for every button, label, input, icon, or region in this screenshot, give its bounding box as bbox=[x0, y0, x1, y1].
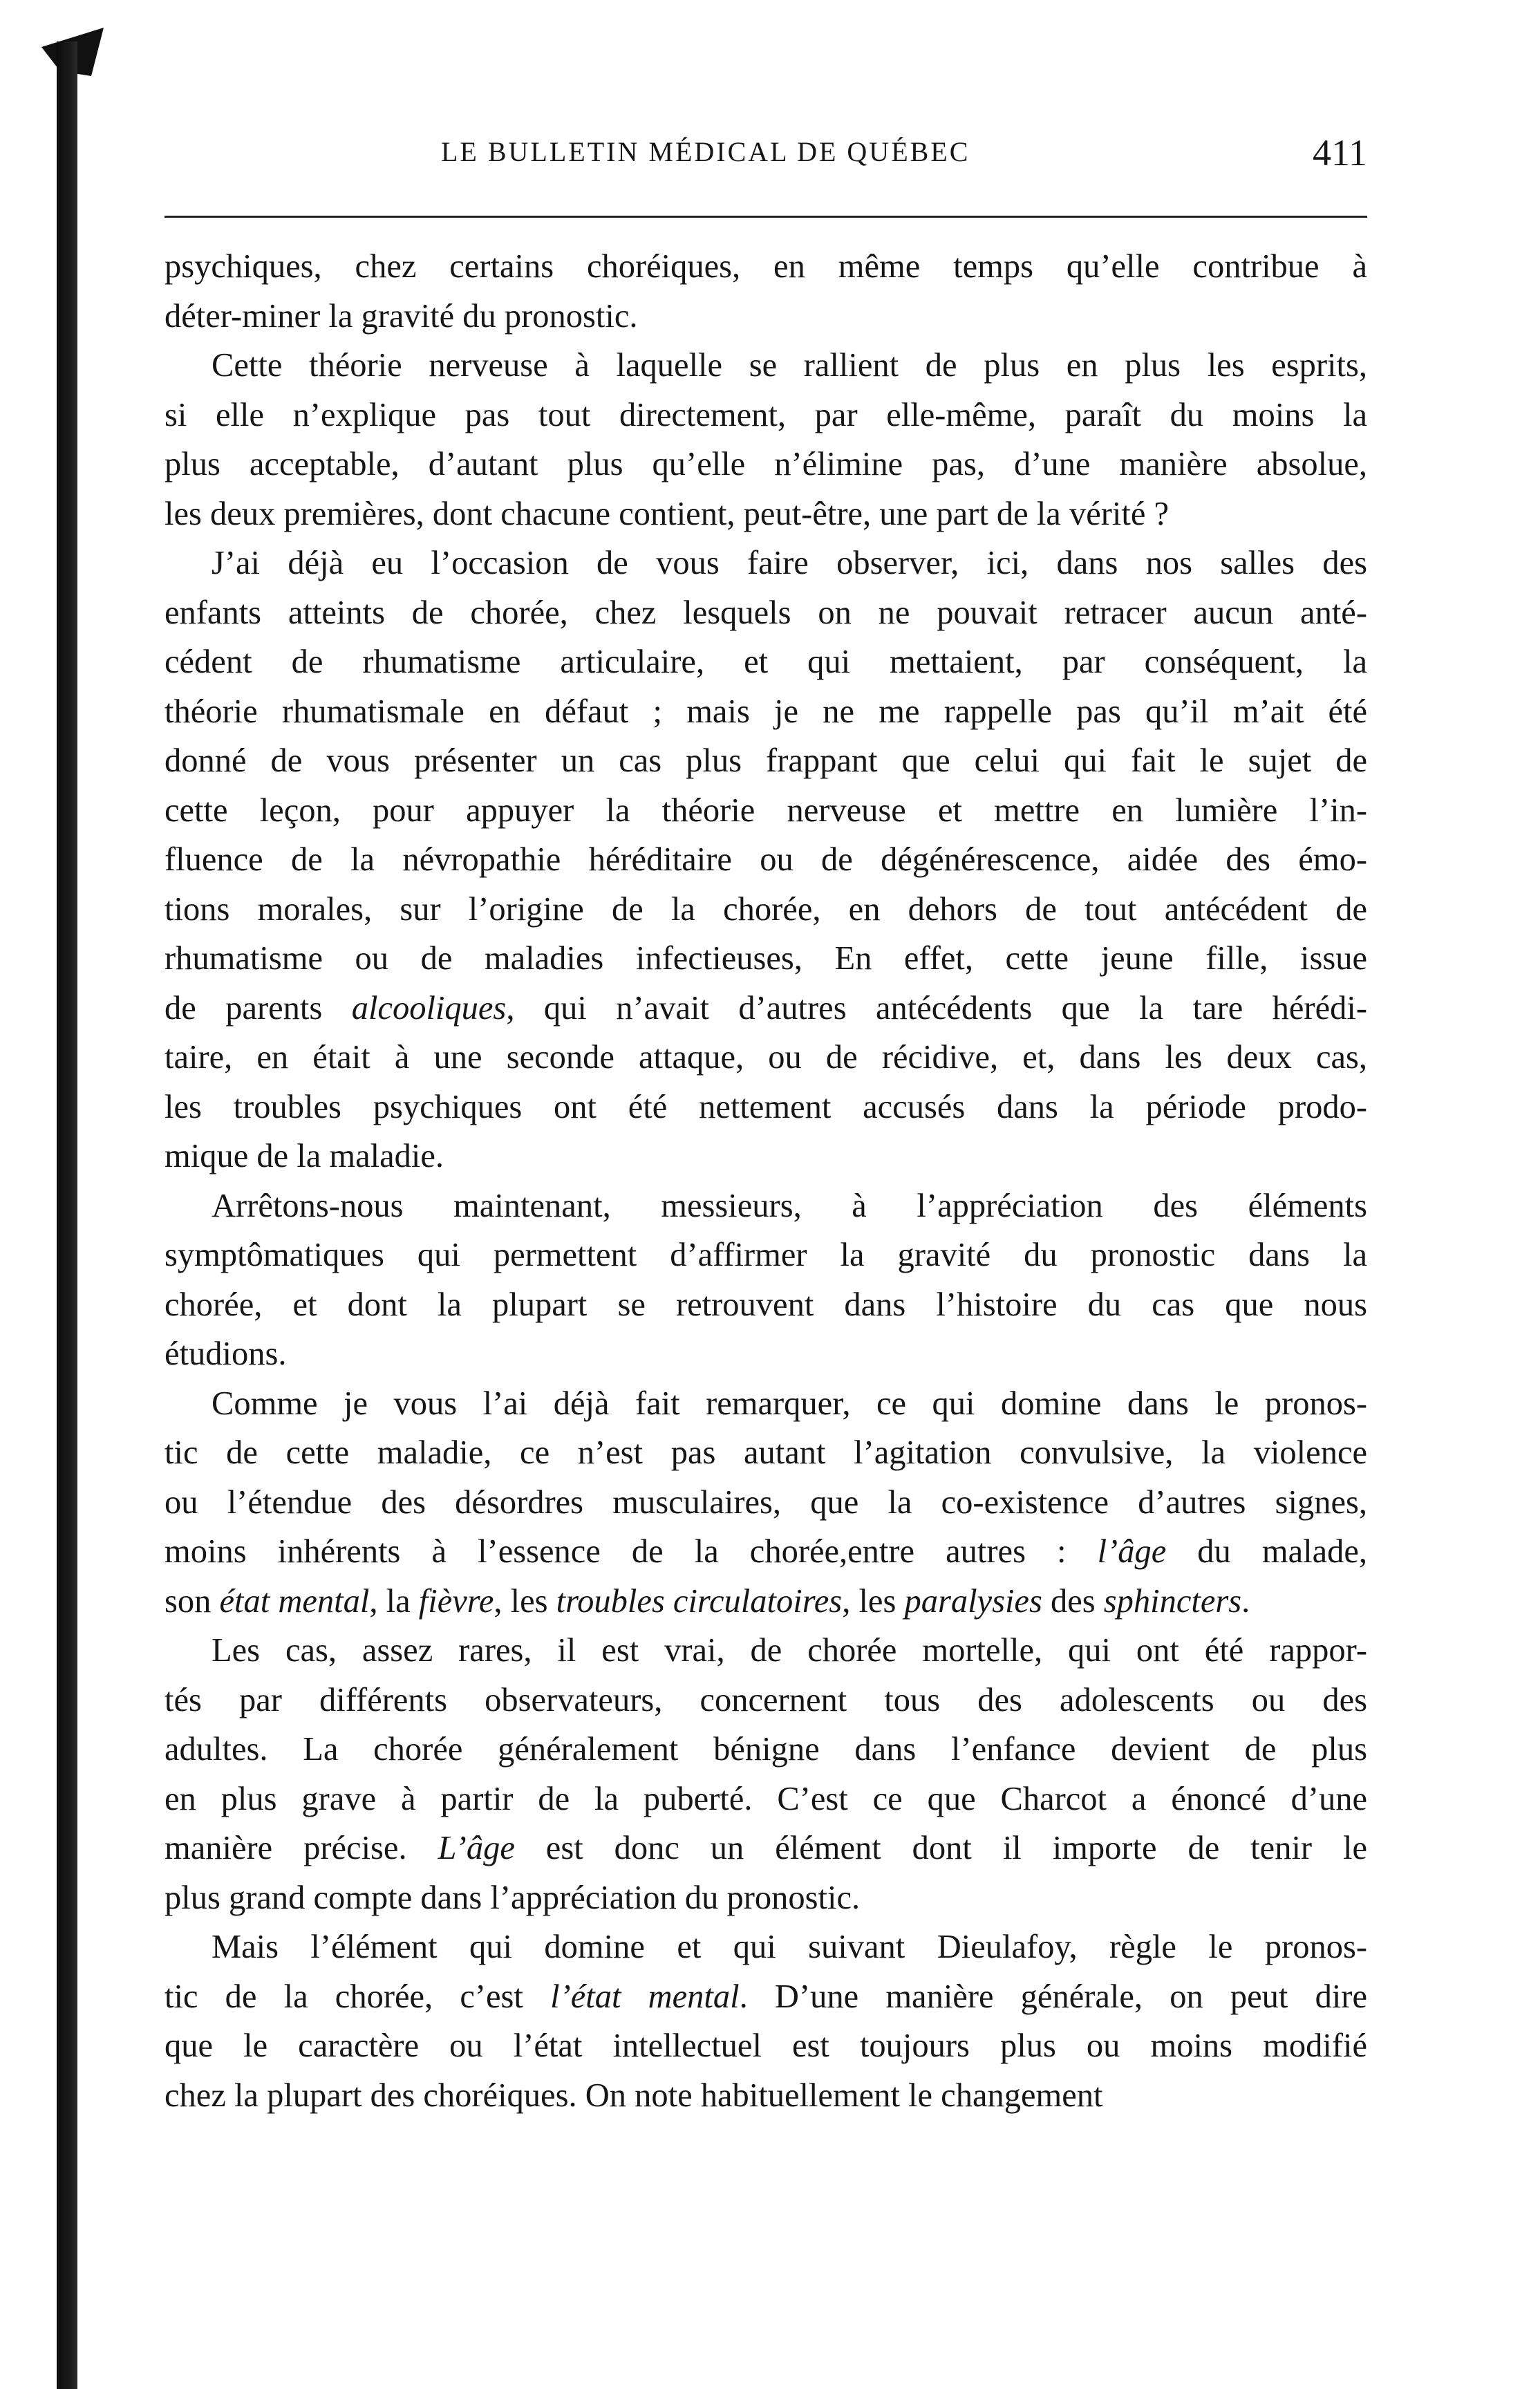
text-run: symptômatiques qui permettent d’affirmer la gravité du pronostic dans la bbox=[165, 1237, 1367, 1273]
text-line bbox=[165, 1132, 1367, 1181]
text-run: Arrêtons-nous maintenant, messieurs, à l’appréciation des éléments bbox=[212, 1187, 1367, 1224]
text-run: Les cas, assez rares, il est vrai, de chorée mortelle, qui ont été rappor- bbox=[212, 1632, 1367, 1669]
italic-term: état mental bbox=[219, 1582, 370, 1620]
page-binding-edge bbox=[57, 41, 77, 2389]
running-title: LE BULLETIN MÉDICAL DE QUÉBEC bbox=[441, 136, 970, 167]
text-line bbox=[165, 1922, 1367, 1972]
text-run: psychiques, chez certains choréiques, en même temps qu’elle contribue à bbox=[165, 248, 1367, 285]
text-line bbox=[165, 786, 1367, 836]
italic-term: l’âge bbox=[1097, 1533, 1167, 1570]
text-line bbox=[165, 835, 1367, 885]
italic-term: alcooliques bbox=[351, 989, 507, 1027]
header-rule bbox=[165, 216, 1367, 218]
text-run: théorie rhumatismale en défaut ; mais je ne me rappelle pas qu’il m’ait été bbox=[165, 693, 1367, 730]
text-line bbox=[165, 637, 1367, 687]
text-line bbox=[165, 885, 1367, 935]
text-line bbox=[165, 292, 1367, 341]
text-run: son bbox=[165, 1582, 220, 1620]
text-line bbox=[165, 1329, 1367, 1379]
text-line bbox=[165, 391, 1367, 440]
text-line bbox=[165, 1873, 1367, 1923]
text-run: tions morales, sur l’origine de la chorée, en dehors de tout antécédent de bbox=[165, 890, 1367, 928]
paragraph bbox=[165, 1181, 1367, 1379]
text-run: chez la plupart des choréiques. On note habituellement le changement bbox=[165, 2077, 1103, 2114]
text-run: Cette théorie nerveuse à laquelle se rallient de plus en plus les esprits, bbox=[212, 347, 1367, 384]
text-run: les troubles psychiques ont été nettement accusés dans la période prodo- bbox=[165, 1088, 1367, 1125]
text-run: , la bbox=[369, 1582, 419, 1620]
text-run: que le caractère ou l’état intellectuel est toujours plus ou moins modifié bbox=[165, 2027, 1367, 2064]
text-line bbox=[165, 1774, 1367, 1824]
text-run: Comme je vous l’ai déjà fait remarquer, ce qui domine dans le pronos- bbox=[212, 1385, 1367, 1422]
text-line bbox=[165, 341, 1367, 391]
text-run: de parents bbox=[165, 989, 352, 1027]
text-run: des bbox=[1042, 1582, 1104, 1620]
text-run: fluence de la névropathie héréditaire ou de dégénérescence, aidée des émo- bbox=[165, 841, 1367, 878]
text-run: , qui n’avait d’autres antécédents que la tare hérédi- bbox=[506, 989, 1367, 1027]
text-line bbox=[165, 242, 1367, 292]
text-run: Mais l’élément qui domine et qui suivant Dieulafoy, règle le pronos- bbox=[212, 1929, 1367, 1965]
text-run: tés par différents observateurs, concernent tous des adolescents ou des bbox=[165, 1681, 1367, 1718]
text-line bbox=[165, 934, 1367, 984]
text-line bbox=[165, 1230, 1367, 1280]
text-run: tic de cette maladie, ce n’est pas autant l’agitation convulsive, la violence bbox=[165, 1434, 1367, 1471]
text-line bbox=[165, 1083, 1367, 1132]
text-line bbox=[165, 489, 1367, 539]
paragraph bbox=[165, 1626, 1367, 1922]
text-run: étudions. bbox=[165, 1336, 287, 1372]
text-run: plus grand compte dans l’appréciation du pronostic. bbox=[165, 1879, 861, 1916]
text-line bbox=[165, 1181, 1367, 1231]
text-run: enfants atteints de chorée, chez lesquels on ne pouvait retracer aucun anté- bbox=[165, 594, 1367, 631]
text-run: rhumatisme ou de maladies infectieuses, En effet, cette jeune fille, issue bbox=[165, 940, 1367, 977]
text-line bbox=[165, 1824, 1367, 1873]
text-run: manière précise. bbox=[165, 1830, 438, 1866]
text-run: chorée, et dont la plupart se retrouvent dans l’histoire du cas que nous bbox=[165, 1286, 1367, 1323]
page-header bbox=[165, 131, 1367, 173]
paragraph bbox=[165, 1922, 1367, 2120]
text-line bbox=[165, 1972, 1367, 2022]
text-run: J’ai déjà eu l’occasion de vous faire observer, ici, dans nos salles des bbox=[212, 545, 1367, 581]
text-run: est donc un élément dont il importe de tenir le bbox=[514, 1830, 1367, 1866]
italic-term: l’état mental bbox=[550, 1978, 740, 2015]
text-line bbox=[165, 1280, 1367, 1330]
text-line bbox=[165, 2071, 1367, 2121]
text-run: plus acceptable, d’autant plus qu’elle n’élimine pas, d’une manière absolue, bbox=[165, 446, 1367, 483]
text-line bbox=[165, 984, 1367, 1033]
text-line bbox=[165, 1626, 1367, 1676]
text-run: ou l’étendue des désordres musculaires, que la co-existence d’autres signes, bbox=[165, 1483, 1367, 1521]
italic-term: L’âge bbox=[438, 1830, 515, 1866]
text-line bbox=[165, 440, 1367, 489]
text-line bbox=[165, 736, 1367, 786]
text-run: cédent de rhumatisme articulaire, et qui mettaient, par conséquent, la bbox=[165, 644, 1367, 680]
text-run: tic de la chorée, c’est bbox=[165, 1978, 551, 2015]
text-line bbox=[165, 1033, 1367, 1083]
text-run: adultes. La chorée généralement bénigne dans l’enfance devient de plus bbox=[165, 1731, 1367, 1768]
text-line bbox=[165, 1478, 1367, 1528]
text-run: donné de vous présenter un cas plus frappant que celui qui fait le sujet de bbox=[165, 742, 1367, 779]
text-line bbox=[165, 687, 1367, 737]
text-run: en plus grave à partir de la puberté. C’est ce que Charcot a énoncé d’une bbox=[165, 1780, 1367, 1817]
text-run: . D’une manière générale, on peut dire bbox=[739, 1978, 1367, 2015]
text-run: si elle n’explique pas tout directement, par elle-même, paraît du moins la bbox=[165, 396, 1367, 433]
text-line bbox=[165, 1428, 1367, 1478]
text-run: moins inhérents à l’essence de la chorée,entre autres : bbox=[165, 1533, 1098, 1570]
text-run: taire, en était à une seconde attaque, ou de récidive, et, dans les deux cas, bbox=[165, 1039, 1367, 1076]
text-line bbox=[165, 588, 1367, 638]
text-line bbox=[165, 1725, 1367, 1774]
text-run: , les bbox=[842, 1582, 905, 1620]
italic-term: troubles circulatoires bbox=[556, 1582, 843, 1620]
text-run: du malade, bbox=[1166, 1533, 1368, 1570]
text-run: les deux premières, dont chacune contient, peut-être, une part de la vérité ? bbox=[165, 495, 1170, 532]
article-body bbox=[165, 242, 1367, 2120]
text-run: mique de la maladie. bbox=[165, 1138, 444, 1174]
paragraph bbox=[165, 341, 1367, 538]
italic-term: paralysies bbox=[904, 1582, 1042, 1620]
text-line bbox=[165, 1379, 1367, 1429]
text-run: , les bbox=[494, 1582, 556, 1620]
text-line bbox=[165, 538, 1367, 588]
paragraph bbox=[165, 242, 1367, 341]
paragraph bbox=[165, 1379, 1367, 1627]
text-line bbox=[165, 2021, 1367, 2071]
text-run: déter-miner la gravité du pronostic. bbox=[165, 297, 638, 335]
paragraph bbox=[165, 538, 1367, 1181]
text-line bbox=[165, 1676, 1367, 1725]
italic-term: sphincters bbox=[1103, 1582, 1242, 1620]
page-number: 411 bbox=[1313, 132, 1367, 174]
text-run: . bbox=[1241, 1582, 1250, 1620]
italic-term: fièvre bbox=[418, 1582, 494, 1620]
text-line bbox=[165, 1527, 1367, 1577]
text-run: cette leçon, pour appuyer la théorie nerveuse et mettre en lumière l’in- bbox=[165, 791, 1367, 829]
text-line bbox=[165, 1577, 1367, 1627]
